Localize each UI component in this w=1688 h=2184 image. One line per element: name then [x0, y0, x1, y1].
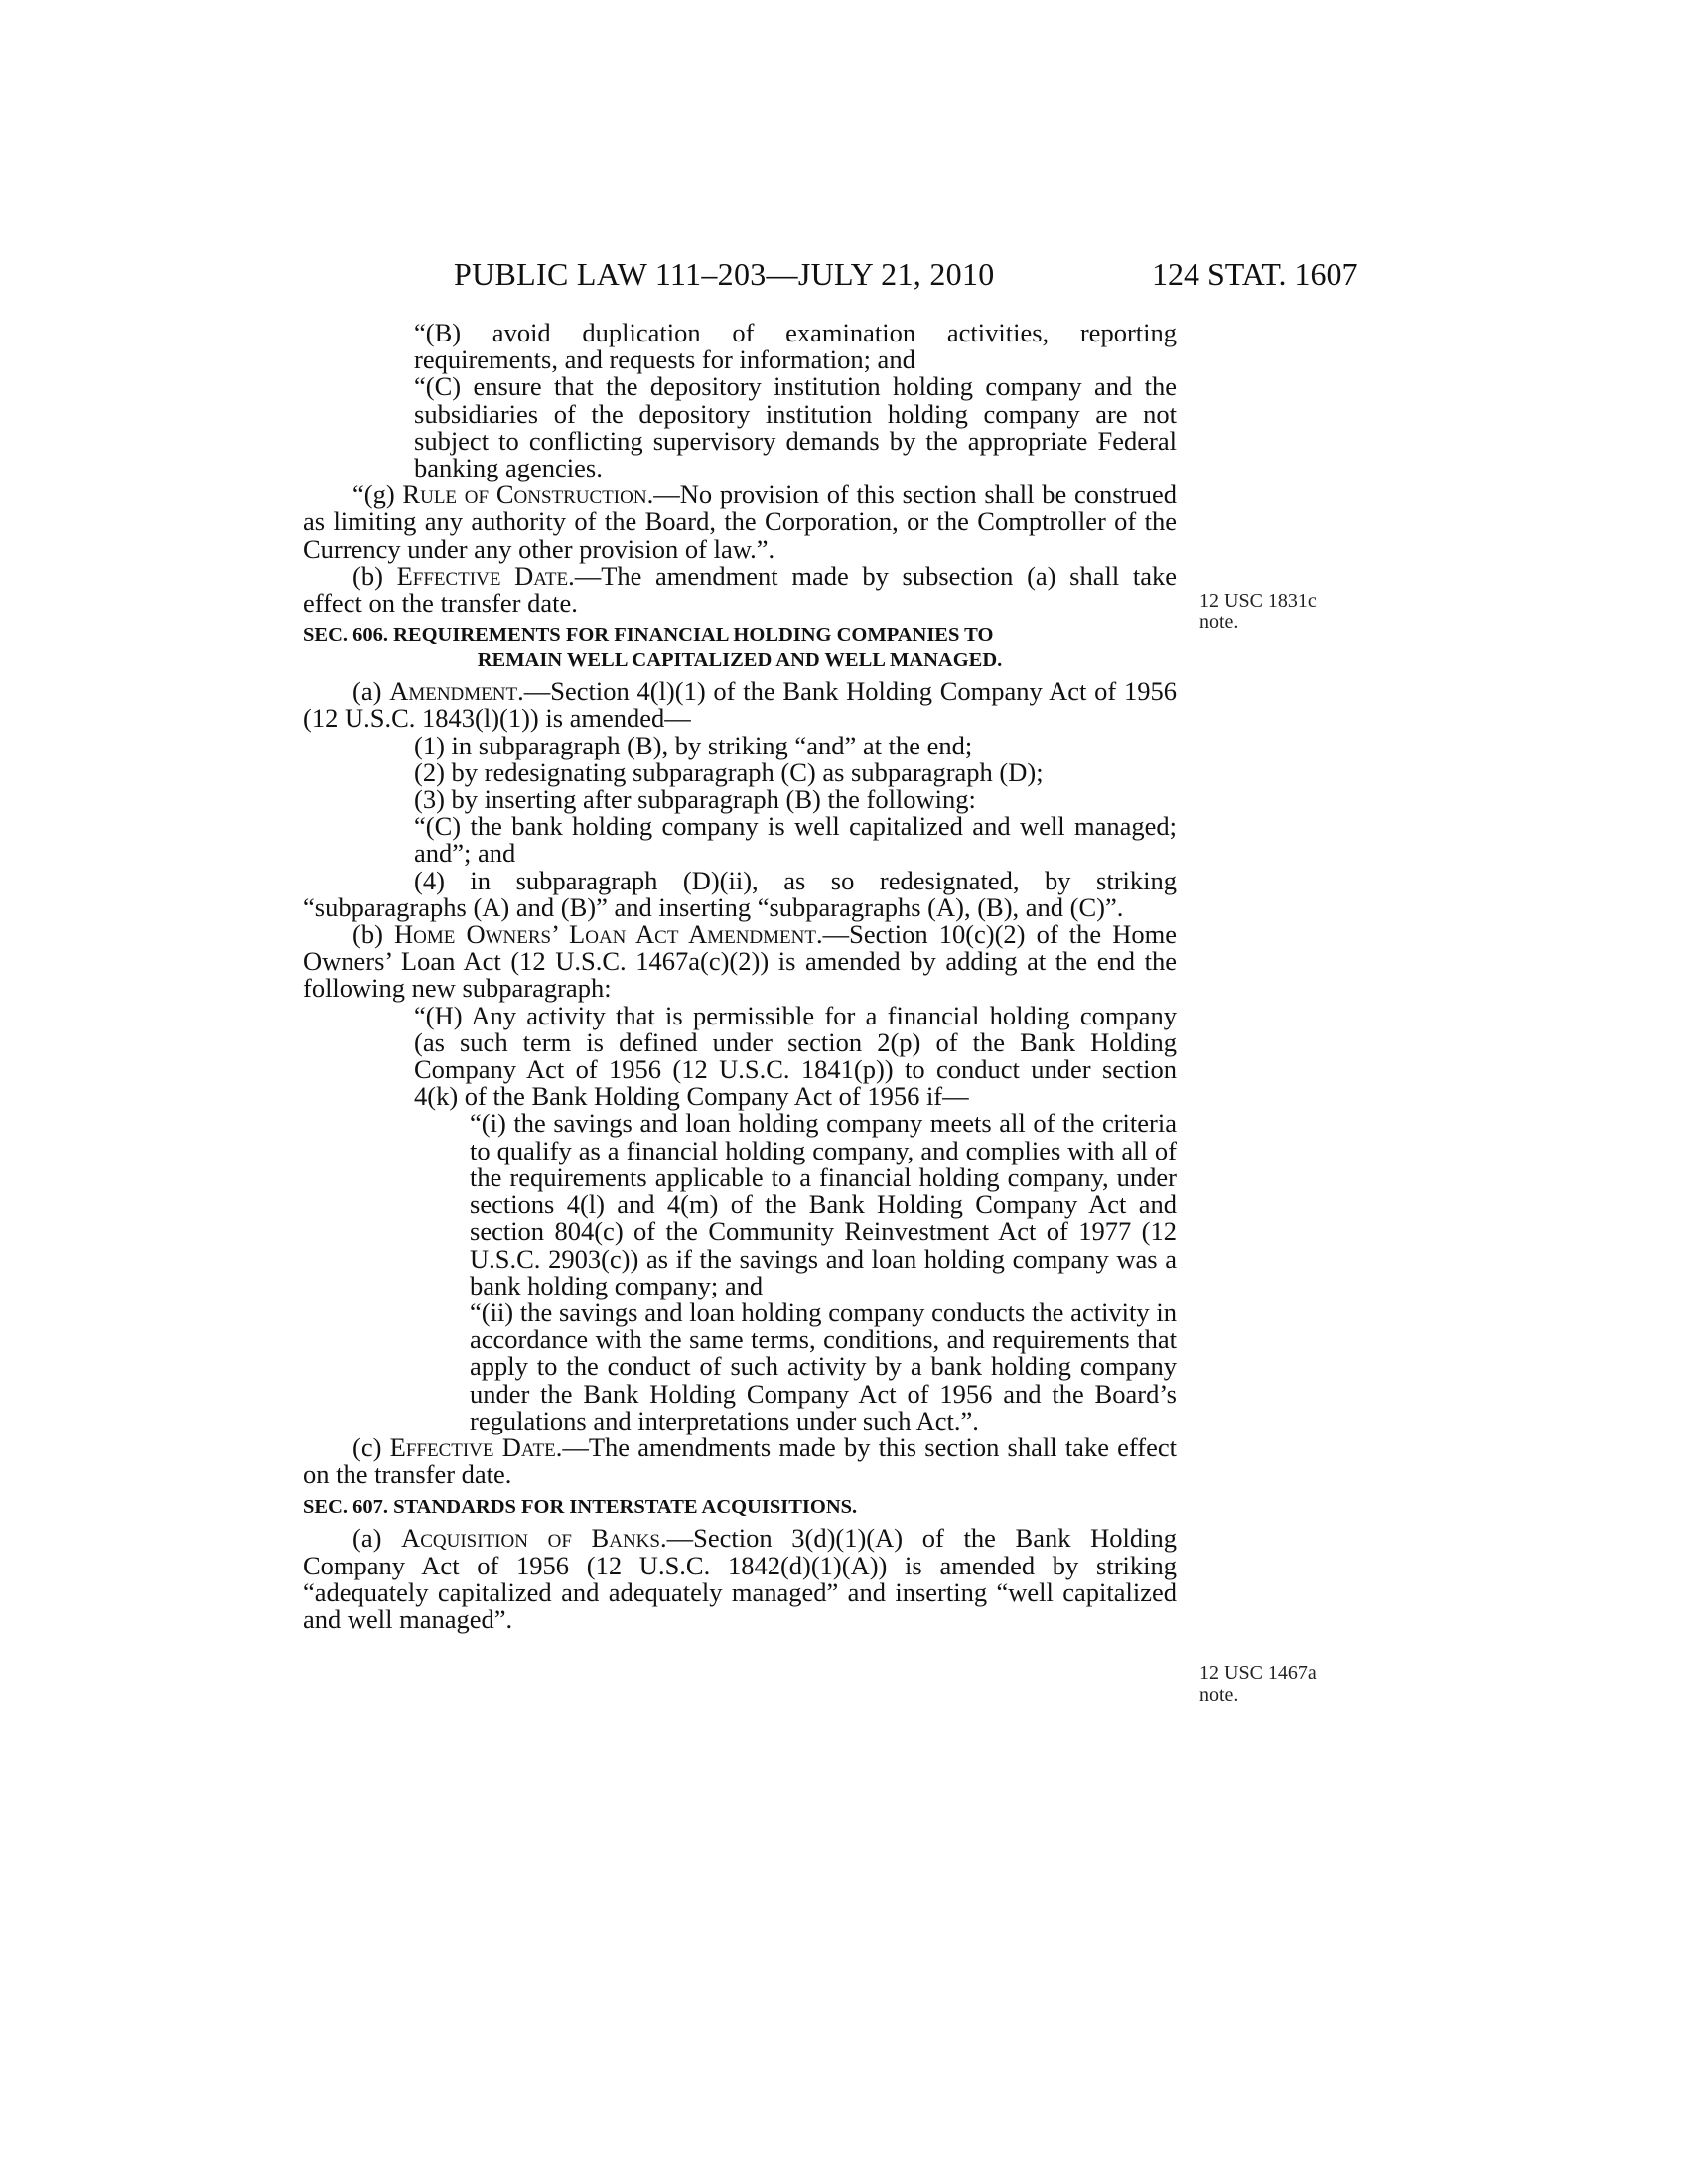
section-606-heading: [303, 623, 1177, 673]
subsection-b-effective: [303, 560, 1177, 618]
item-1: (1) in subparagraph (B), by striking “and” at the end;: [414, 730, 973, 760]
paragraph-B: [414, 320, 1177, 373]
subsection-a-prefix: (a): [352, 676, 390, 707]
paragraph-C: [414, 373, 1177, 481]
item-3: (3) by inserting after subparagraph (B) the following:: [414, 784, 976, 815]
margin-note-1-line2: note.: [1199, 612, 1239, 633]
section-606-title: SEC. 606. REQUIREMENTS FOR FINANCIAL HOLDING COMPANIES TO: [303, 624, 994, 647]
subsection-c-heading: Effective Date: [389, 1432, 556, 1462]
item-2: (2) by redesignating subparagraph (C) as subparagraph (D);: [414, 756, 1044, 787]
paragraph-B-text: “(B) avoid duplication of examination activities, reporting requirements, and requests for information; and: [414, 318, 1177, 375]
subsection-b-hola: [303, 921, 1177, 1003]
margin-note-1467a: [1199, 1662, 1317, 1706]
item-3-quote: “(C) the bank holding company is well capitalized and well managed; and”; and: [414, 811, 1177, 869]
subsection-a-text: .—Section 4(l)(1) of the Bank Holding Company Act of 1956 (12 U.S.C. 1843(l)(1)) is amended—: [303, 676, 1177, 734]
statute-citation: 124 STAT. 1607: [1152, 256, 1358, 292]
subsection-c-effective: [303, 1434, 1177, 1488]
subsection-hola-text: .—Section 10(c)(2) of the Home Owners’ Loan Act (12 U.S.C. 1467a(c)(2)) is amended by adding at the end the following new subparagraph:: [303, 919, 1177, 1004]
subsection-acq-heading: Acquisition of Banks: [401, 1523, 660, 1554]
clause-i: “(i) the savings and loan holding company meets all of the criteria to qualify as a financial holding company, and complies with all of the requirements applicable to a financial holding company, under sections 4(l) and 4(m) of the Bank Holding Company Act and section 804(c) of the Community Reinvestment Act of 1977 (12 U.S.C. 2903(c)) as if the savings and loan holding company was a bank holding company; and: [470, 1108, 1177, 1300]
section-606-title-cont: REMAIN WELL CAPITALIZED AND WELL MANAGED.: [477, 649, 1003, 672]
subsection-c-text: .—The amendments made by this section shall take effect on the transfer date.: [303, 1432, 1177, 1490]
subsection-g-text: .—No provision of this section shall be construed as limiting any authority of the Board, the Corporation, or the Comptroller of the Currency under any other provision of law.”.: [303, 479, 1177, 564]
subsection-c-prefix: (c): [352, 1432, 390, 1462]
margin-note-2-line2: note.: [1199, 1684, 1239, 1706]
subsection-acq-text: .—Section 3(d)(1)(A) of the Bank Holding Company Act of 1956 (12 U.S.C. 1842(d)(1)(A)) is amended by striking “adequately capitalized and adequately managed” and inserting “well capitalized and well managed”.: [303, 1523, 1177, 1634]
subparagraph-H: “(H) Any activity that is permissible for a financial holding company (as such term is defined under section 2(p) of the Bank Holding Company Act of 1956 (12 U.S.C. 1841(p)) to conduct under section 4(k) of the Bank Holding Company Act of 1956 if—: [414, 1000, 1177, 1112]
subsection-a-amendment: [303, 678, 1177, 732]
subsection-g-heading: Rule of Construction: [402, 479, 647, 510]
subsection-b-text: .—The amendment made by subsection (a) shall take effect on the transfer date.: [303, 560, 1177, 618]
clause-ii: “(ii) the savings and loan holding company conducts the activity in accordance with the same terms, conditions, and requirements that apply to the conduct of such activity by a bank holding company under the Bank Holding Company Act of 1956 and the Board’s regulations and interpretations under such Act.”.: [470, 1297, 1177, 1435]
page-header: [0, 256, 1688, 296]
margin-note-1-line1: 12 USC 1831c: [1199, 590, 1317, 612]
subsection-b-heading: Effective Date: [396, 560, 569, 591]
margin-note-2-line1: 12 USC 1467a: [1199, 1662, 1317, 1684]
margin-note-1831c: [1199, 590, 1317, 633]
item-4: (4) in subparagraph (D)(ii), as so redesignated, by striking “subparagraphs (A) and (B)” and inserting “subparagraphs (A), (B), and (C)”.: [303, 865, 1177, 922]
subsection-g-prefix: “(g): [352, 479, 403, 510]
subsection-a-heading: Amendment: [389, 676, 518, 707]
subsection-hola-heading: Home Owners’ Loan Act Amendment: [394, 919, 816, 950]
running-head: PUBLIC LAW 111–203—JULY 21, 2010: [454, 256, 995, 292]
subsection-hola-prefix: (b): [352, 919, 394, 950]
subsection-g: [303, 481, 1177, 563]
subsection-a-acquisition: [303, 1525, 1177, 1633]
subsection-acq-prefix: (a): [352, 1523, 402, 1554]
page-body: [303, 320, 1177, 1633]
paragraph-C-text: “(C) ensure that the depository institution holding company and the subsidiaries of the depository institution holding company are not subject to conflicting supervisory demands by the appropriate Federal banking agencies.: [414, 371, 1177, 483]
subsection-b-prefix: (b): [352, 560, 397, 591]
section-607-heading: SEC. 607. STANDARDS FOR INTERSTATE ACQUISITIONS.: [303, 1496, 858, 1519]
